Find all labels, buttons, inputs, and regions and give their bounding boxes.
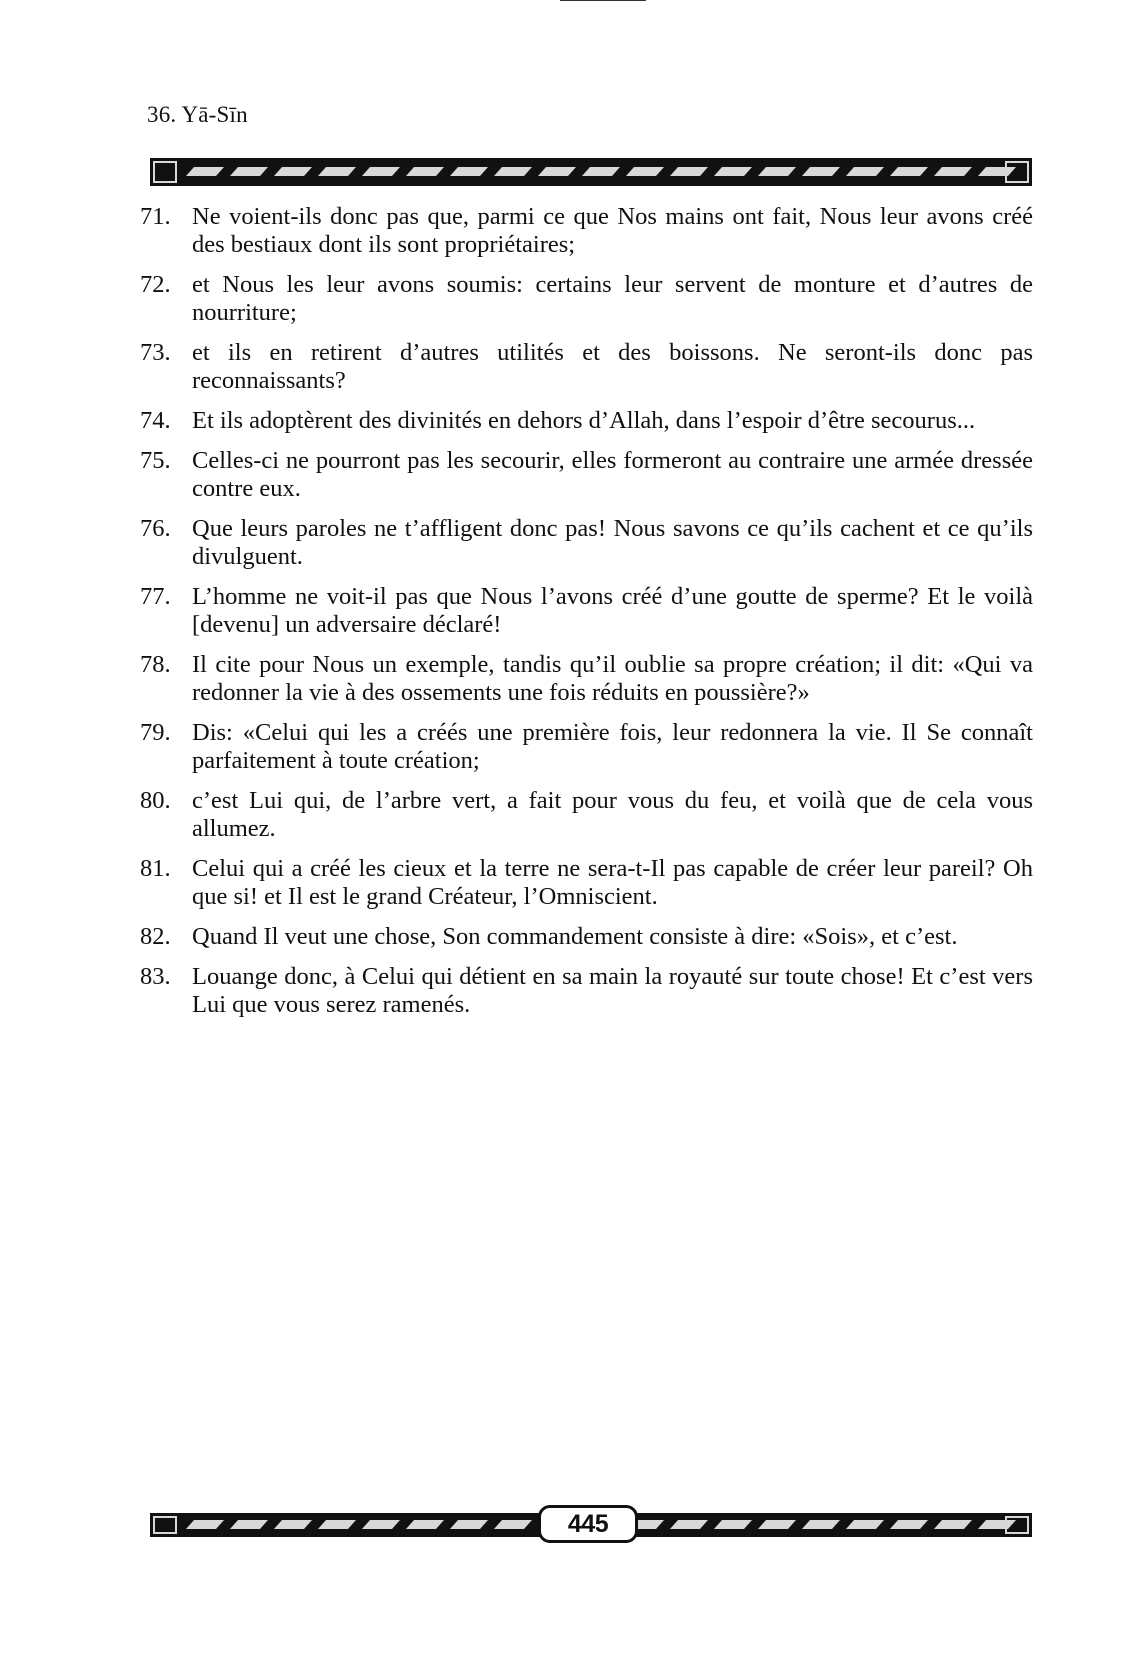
verse-number: 76.: [140, 515, 171, 542]
band-link: [714, 1520, 752, 1529]
band-link: [846, 167, 884, 176]
band-link: [230, 1520, 268, 1529]
band-link: [362, 1520, 400, 1529]
band-link: [758, 167, 796, 176]
band-link: [318, 167, 356, 176]
verse-number: 81.: [140, 855, 171, 882]
verse-number: 73.: [140, 339, 171, 366]
band-link: [538, 167, 576, 176]
verse-item: [140, 203, 1033, 259]
band-link: [934, 167, 972, 176]
top-rule: [560, 0, 646, 1]
band-link: [714, 167, 752, 176]
verse-text: Celles-ci ne pourront pas les secourir, elles formeront au contraire une armée dressée contre eux.: [192, 447, 1033, 502]
band-link: [758, 1520, 796, 1529]
verse-text: et Nous les leur avons soumis: certains leur servent de monture et d’autres de nourriture;: [192, 271, 1033, 326]
band-link: [802, 167, 840, 176]
verse-number: 83.: [140, 963, 171, 990]
band-link: [318, 1520, 356, 1529]
verse-number: 71.: [140, 203, 171, 230]
verse-number: 80.: [140, 787, 171, 814]
band-link: [230, 167, 268, 176]
band-link: [274, 167, 312, 176]
verse-text: Quand Il veut une chose, Son commandement consiste à dire: «Sois», et c’est.: [192, 923, 958, 950]
verse-number: 74.: [140, 407, 171, 434]
band-link: [450, 167, 488, 176]
verse-item: [140, 407, 1033, 435]
band-link: [978, 167, 1016, 176]
verse-text: Il cite pour Nous un exemple, tandis qu’il oublie sa propre création; il dit: «Qui va redonner la vie à des ossements une fois réduits en poussière?»: [192, 651, 1033, 706]
band-link: [494, 167, 532, 176]
band-link: [274, 1520, 312, 1529]
verse-item: [140, 855, 1033, 911]
verse-item: [140, 651, 1033, 707]
verse-number: 77.: [140, 583, 171, 610]
verse-number: 79.: [140, 719, 171, 746]
band-end-cap: [154, 1517, 176, 1533]
page-number: 445: [538, 1505, 638, 1543]
verse-text: et ils en retirent d’autres utilités et des boissons. Ne seront-ils donc pas reconnaissants?: [192, 339, 1033, 394]
band-link: [802, 1520, 840, 1529]
band-link: [406, 1520, 444, 1529]
verse-text: Dis: «Celui qui les a créés une première fois, leur redonnera la vie. Il Se connaît parfaitement à toute création;: [192, 719, 1033, 774]
band-link: [186, 1520, 224, 1529]
verse-text: Ne voient-ils donc pas que, parmi ce que Nos mains ont fait, Nous leur avons créé des bestiaux dont ils sont propriétaires;: [192, 203, 1033, 258]
verse-item: [140, 339, 1033, 395]
verse-item: [140, 515, 1033, 571]
verse-item: [140, 447, 1033, 503]
band-link: [846, 1520, 884, 1529]
top-ornamental-band: [150, 158, 1032, 186]
verse-number: 78.: [140, 651, 171, 678]
band-link: [406, 167, 444, 176]
band-link: [362, 167, 400, 176]
verse-text: Celui qui a créé les cieux et la terre ne sera-t-Il pas capable de créer leur pareil? Oh que si! et Il est le grand Créateur, l’Omniscient.: [192, 855, 1033, 910]
verse-list: [140, 203, 1033, 1031]
verse-item: [140, 787, 1033, 843]
verse-item: [140, 923, 1033, 951]
verse-item: [140, 583, 1033, 639]
verse-item: [140, 271, 1033, 327]
verse-text: c’est Lui qui, de l’arbre vert, a fait pour vous du feu, et voilà que de cela vous allumez.: [192, 787, 1033, 842]
verse-number: 72.: [140, 271, 171, 298]
band-link: [494, 1520, 532, 1529]
verse-text: L’homme ne voit-il pas que Nous l’avons créé d’une goutte de sperme? Et le voilà [devenu] un adversaire déclaré!: [192, 583, 1033, 638]
band-link: [450, 1520, 488, 1529]
verse-item: [140, 719, 1033, 775]
band-link: [626, 167, 664, 176]
verse-number: 82.: [140, 923, 171, 950]
verse-text: Louange donc, à Celui qui détient en sa main la royauté sur toute chose! Et c’est vers Lui que vous serez ramenés.: [192, 963, 1033, 1018]
band-link: [186, 167, 224, 176]
band-link: [890, 167, 928, 176]
top-band-pattern: [150, 158, 1032, 186]
band-link: [978, 1520, 1016, 1529]
verse-number: 75.: [140, 447, 171, 474]
band-link: [582, 167, 620, 176]
verse-text: Que leurs paroles ne t’affligent donc pas! Nous savons ce qu’ils cachent et ce qu’ils divulguent.: [192, 515, 1033, 570]
running-head: 36. Yā-Sīn: [147, 102, 248, 127]
band-link: [670, 167, 708, 176]
band-link: [934, 1520, 972, 1529]
band-link: [670, 1520, 708, 1529]
verse-item: [140, 963, 1033, 1019]
band-end-cap: [154, 162, 176, 182]
verse-text: Et ils adoptèrent des divinités en dehors d’Allah, dans l’espoir d’être secourus...: [192, 407, 976, 434]
band-link: [890, 1520, 928, 1529]
